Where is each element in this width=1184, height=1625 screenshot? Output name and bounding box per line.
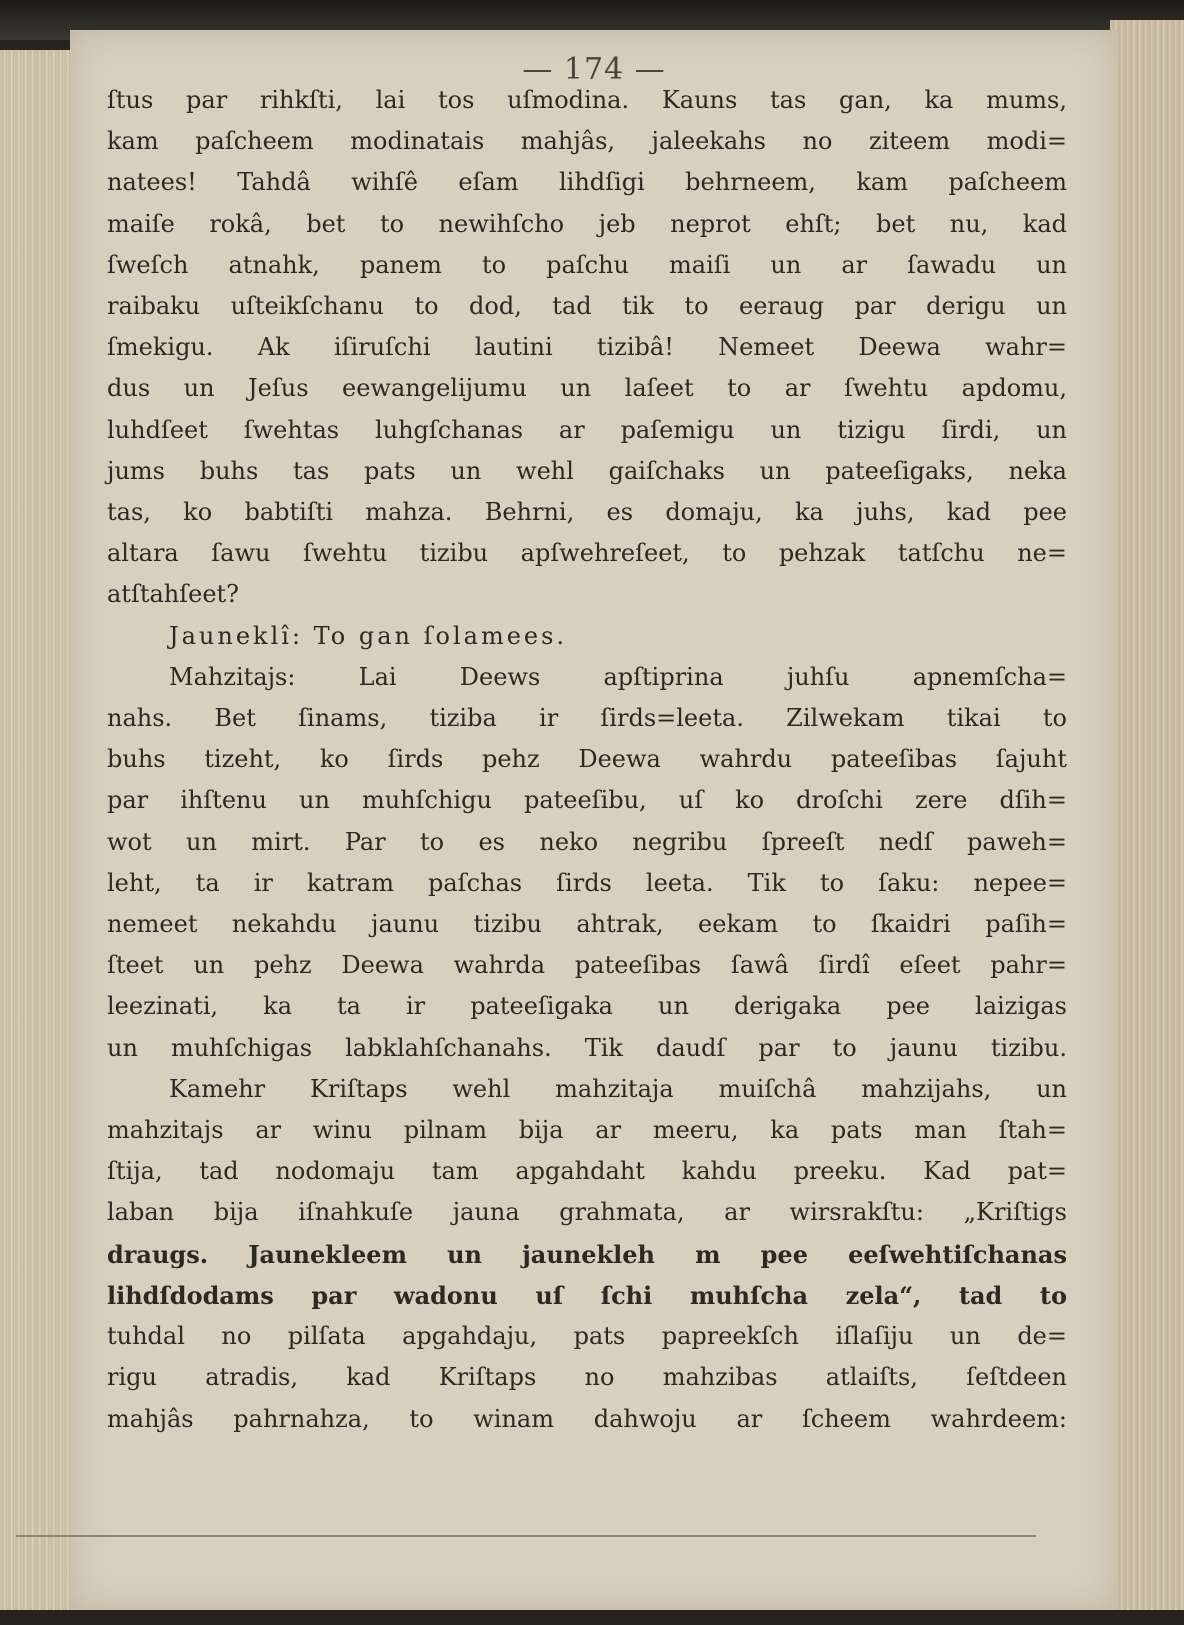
text-line: ſtija, tad nodomaju tam apgahdaht kahdu preeku. Kad pat= <box>107 1157 1067 1186</box>
text-line: jums buhs tas pats un wehl gaiſchaks un pateeſigaks, neka <box>107 456 1067 485</box>
text-line: natees! Tahdâ wihſê eſam lihdſigi behrneem, kam paſcheem <box>107 168 1067 197</box>
text-line: un muhſchigas labklahſchanahs. Tik daudſ par to jaunu tizibu. <box>107 1033 1067 1062</box>
text-line: Kamehr Kriſtaps wehl mahzitaja muiſchâ mahzijahs, un <box>169 1074 1067 1103</box>
text-line: dus un Jeſus eewangelijumu un laſeet to ar ſwehtu apdomu, <box>107 374 1067 403</box>
page-text <box>107 80 1067 1440</box>
text-line: tuhdal no pilſata apgahdaju, pats papreekſch iſlaſiju un de= <box>107 1322 1067 1351</box>
text-line: tas, ko babtiſti mahza. Behrni, es domaju, ka juhs, kad pee <box>107 498 1067 527</box>
text-line: kam paſcheem modinatais mahjâs, jaleekahs no ziteem modi= <box>107 127 1067 156</box>
text-line: par ihſtenu un muhſchigu pateeſibu, uſ ko droſchi zere dſih= <box>107 786 1067 815</box>
text-line: luhdſeet ſwehtas luhgſchanas ar paſemigu un tizigu ſirdi, un <box>107 415 1067 444</box>
text-line: mahzitajs ar winu pilnam bija ar meeru, ka pats man ſtah= <box>107 1116 1067 1145</box>
speaker-line: Jauneklî: To gan ſolamees. <box>169 621 568 650</box>
text-line: ſmekigu. Ak iſiruſchi lautini tizibâ! Nemeet Deewa wahr= <box>107 333 1067 362</box>
text-line: wot un mirt. Par to es neko negribu ſpreeſt nedſ paweh= <box>107 827 1067 856</box>
text-line: rigu atradis, kad Kriſtaps no mahzibas atlaiſts, ſeſtdeen <box>107 1363 1067 1392</box>
text-line: laban bija iſnahkuſe jauna grahmata, ar wirsrakſtu: „Kriſtigs <box>107 1198 1067 1227</box>
text-line: ſtus par rihkſti, lai tos uſmodina. Kauns tas gan, ka mums, <box>107 86 1067 114</box>
text-line: raibaku uſteikſchanu to dod, tad tik to eeraug par derigu un <box>107 292 1067 321</box>
right-page-edges <box>1110 20 1184 1610</box>
text-line: nahs. Bet ſinams, tiziba ir ſirds=leeta. Zilwekam tikai to <box>107 704 1067 733</box>
book-title-line: draugs. Jaunekleem un jaunekleh m pee eeſwehtiſchanas <box>107 1239 1067 1269</box>
text-line: altara ſawu ſwehtu tizibu apſwehreſeet, to pehzak tatſchu ne= <box>107 539 1067 568</box>
text-line: buhs tizeht, ko ſirds pehz Deewa wahrdu pateeſibas ſajuht <box>107 745 1067 774</box>
book-title-line: lihdſdodams par wadonu uſ ſchi muhſcha zela“, tad to <box>107 1280 1067 1310</box>
text-line: ſteet un pehz Deewa wahrda pateeſibas ſawâ ſirdî eſeet pahr= <box>107 951 1067 980</box>
text-line: nemeet nekahdu jaunu tizibu ahtrak, eekam to ſkaidri paſih= <box>107 910 1067 939</box>
text-line: mahjâs pahrnahza, to winam dahwoju ar ſcheem wahrdeem: <box>107 1404 1067 1433</box>
text-line: maiſe rokâ, bet to newihſcho jeb neprot ehſt; bet nu, kad <box>107 209 1067 238</box>
text-line: leht, ta ir katram paſchas ſirds leeta. Tik to ſaku: nepee= <box>107 868 1067 897</box>
text-line: atſtahſeet? <box>107 580 240 609</box>
page-number: — 174 — <box>522 52 666 87</box>
speaker-line: Mahzitajs: Lai Deews apſtiprina juhſu apnemſcha= <box>169 662 1067 691</box>
text-line: leezinati, ka ta ir pateeſigaka un derigaka pee laizigas <box>107 992 1067 1021</box>
page-bottom-edge <box>16 1535 1036 1537</box>
left-page-edges <box>0 50 80 1610</box>
text-line: ſweſch atnahk, panem to paſchu maiſi un ar ſawadu un <box>107 250 1067 279</box>
